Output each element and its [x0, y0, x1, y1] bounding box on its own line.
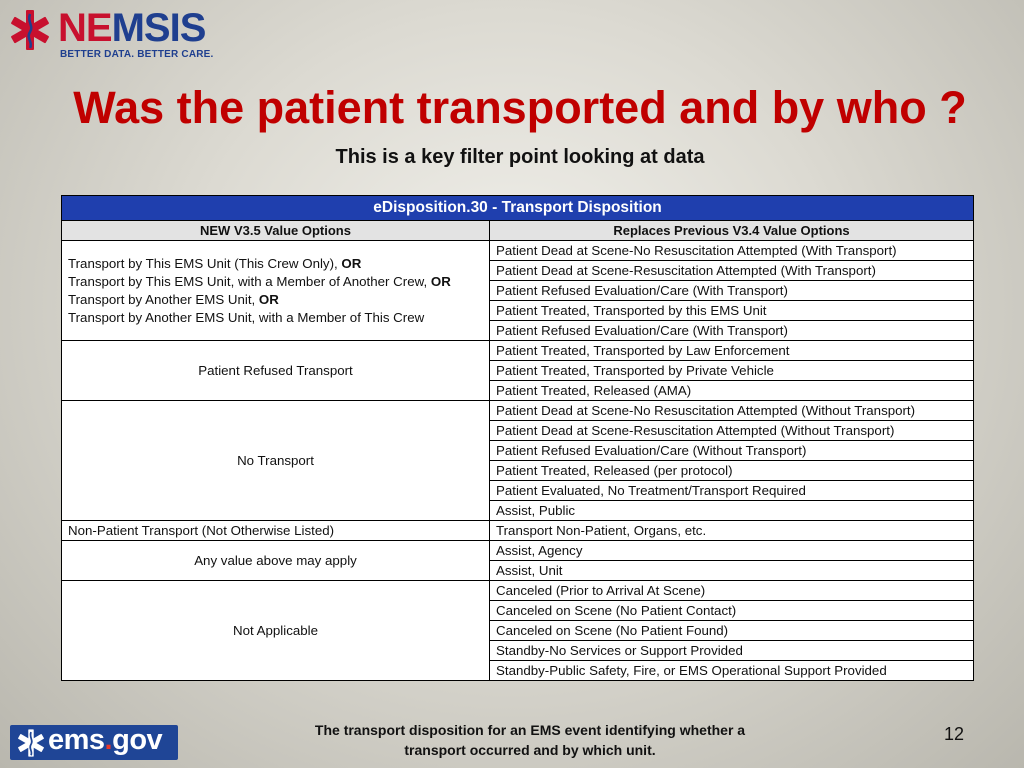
old-value-cell: Patient Evaluated, No Treatment/Transport Required	[490, 481, 974, 501]
old-value-cell: Patient Dead at Scene-Resuscitation Attempted (With Transport)	[490, 261, 974, 281]
old-value-cell: Patient Refused Evaluation/Care (With Transport)	[490, 321, 974, 341]
old-value-cell: Patient Dead at Scene-Resuscitation Attempted (Without Transport)	[490, 421, 974, 441]
new-value-line: Transport by Another EMS Unit, OR	[68, 291, 279, 307]
old-value-cell: Assist, Agency	[490, 541, 974, 561]
old-value-cell: Transport Non-Patient, Organs, etc.	[490, 521, 974, 541]
table-row	[62, 241, 974, 261]
old-value-cell: Patient Refused Evaluation/Care (Without Transport)	[490, 441, 974, 461]
emsgov-wordmark: ems.gov	[48, 724, 163, 756]
new-value-cell	[62, 521, 490, 541]
nemsis-logo	[8, 6, 218, 62]
old-value-cell: Assist, Public	[490, 501, 974, 521]
new-value-cell	[62, 341, 490, 401]
new-value-line: Any value above may apply	[194, 552, 357, 568]
old-value-cell: Patient Treated, Released (AMA)	[490, 381, 974, 401]
table-row	[62, 541, 974, 561]
old-value-cell: Patient Treated, Transported by Law Enforcement	[490, 341, 974, 361]
old-value-cell: Canceled (Prior to Arrival At Scene)	[490, 581, 974, 601]
transport-disposition-table	[61, 195, 974, 681]
old-value-cell: Patient Treated, Transported by Private Vehicle	[490, 361, 974, 381]
star-of-life-icon	[16, 728, 46, 758]
old-value-cell: Canceled on Scene (No Patient Found)	[490, 621, 974, 641]
footer-note-line: transport occurred and by which unit.	[404, 742, 656, 758]
new-value-line: Transport by This EMS Unit (This Crew Only), OR	[68, 255, 362, 271]
nemsis-tagline: BETTER DATA. BETTER CARE.	[60, 49, 214, 60]
slide-subtitle: This is a key filter point looking at data	[335, 146, 705, 168]
table-row	[62, 581, 974, 601]
old-value-cell: Patient Refused Evaluation/Care (With Transport)	[490, 281, 974, 301]
footer-note-line: The transport disposition for an EMS event identifying whether a	[314, 722, 746, 738]
table-header: eDisposition.30 - Transport Disposition	[62, 196, 974, 221]
new-value-cell	[62, 241, 490, 341]
old-value-cell: Canceled on Scene (No Patient Contact)	[490, 601, 974, 621]
table-row	[62, 401, 974, 421]
table-row	[62, 521, 974, 541]
page-number: 12	[943, 724, 964, 744]
old-value-cell: Patient Dead at Scene-No Resuscitation Attempted (Without Transport)	[490, 401, 974, 421]
footer-note	[290, 720, 770, 760]
old-value-cell: Patient Dead at Scene-No Resuscitation Attempted (With Transport)	[490, 241, 974, 261]
table-body	[62, 241, 974, 681]
new-value-line: Non-Patient Transport (Not Otherwise Listed)	[68, 522, 335, 538]
emsgov-logo	[10, 725, 178, 760]
table-row	[62, 341, 974, 361]
new-value-cell	[62, 541, 490, 581]
new-value-line: Transport by Another EMS Unit, with a Member of This Crew	[68, 309, 425, 325]
new-value-line: No Transport	[237, 452, 314, 468]
new-value-cell	[62, 581, 490, 681]
slide-title: Was the patient transported and by who ?	[73, 82, 967, 133]
column-header-new: NEW V3.5 Value Options	[62, 221, 490, 241]
new-value-line: Patient Refused Transport	[198, 362, 353, 378]
old-value-cell: Assist, Unit	[490, 561, 974, 581]
new-value-line: Transport by This EMS Unit, with a Member of Another Crew, OR	[68, 273, 451, 289]
new-value-line: Not Applicable	[232, 622, 318, 638]
old-value-cell: Standby-Public Safety, Fire, or EMS Operational Support Provided	[490, 661, 974, 681]
new-value-cell	[62, 401, 490, 521]
old-value-cell: Standby-No Services or Support Provided	[490, 641, 974, 661]
nemsis-wordmark: NEMSIS	[58, 6, 206, 50]
old-value-cell: Patient Treated, Transported by this EMS Unit	[490, 301, 974, 321]
column-header-old: Replaces Previous V3.4 Value Options	[490, 221, 974, 241]
old-value-cell: Patient Treated, Released (per protocol)	[490, 461, 974, 481]
star-of-life-icon	[8, 8, 52, 52]
